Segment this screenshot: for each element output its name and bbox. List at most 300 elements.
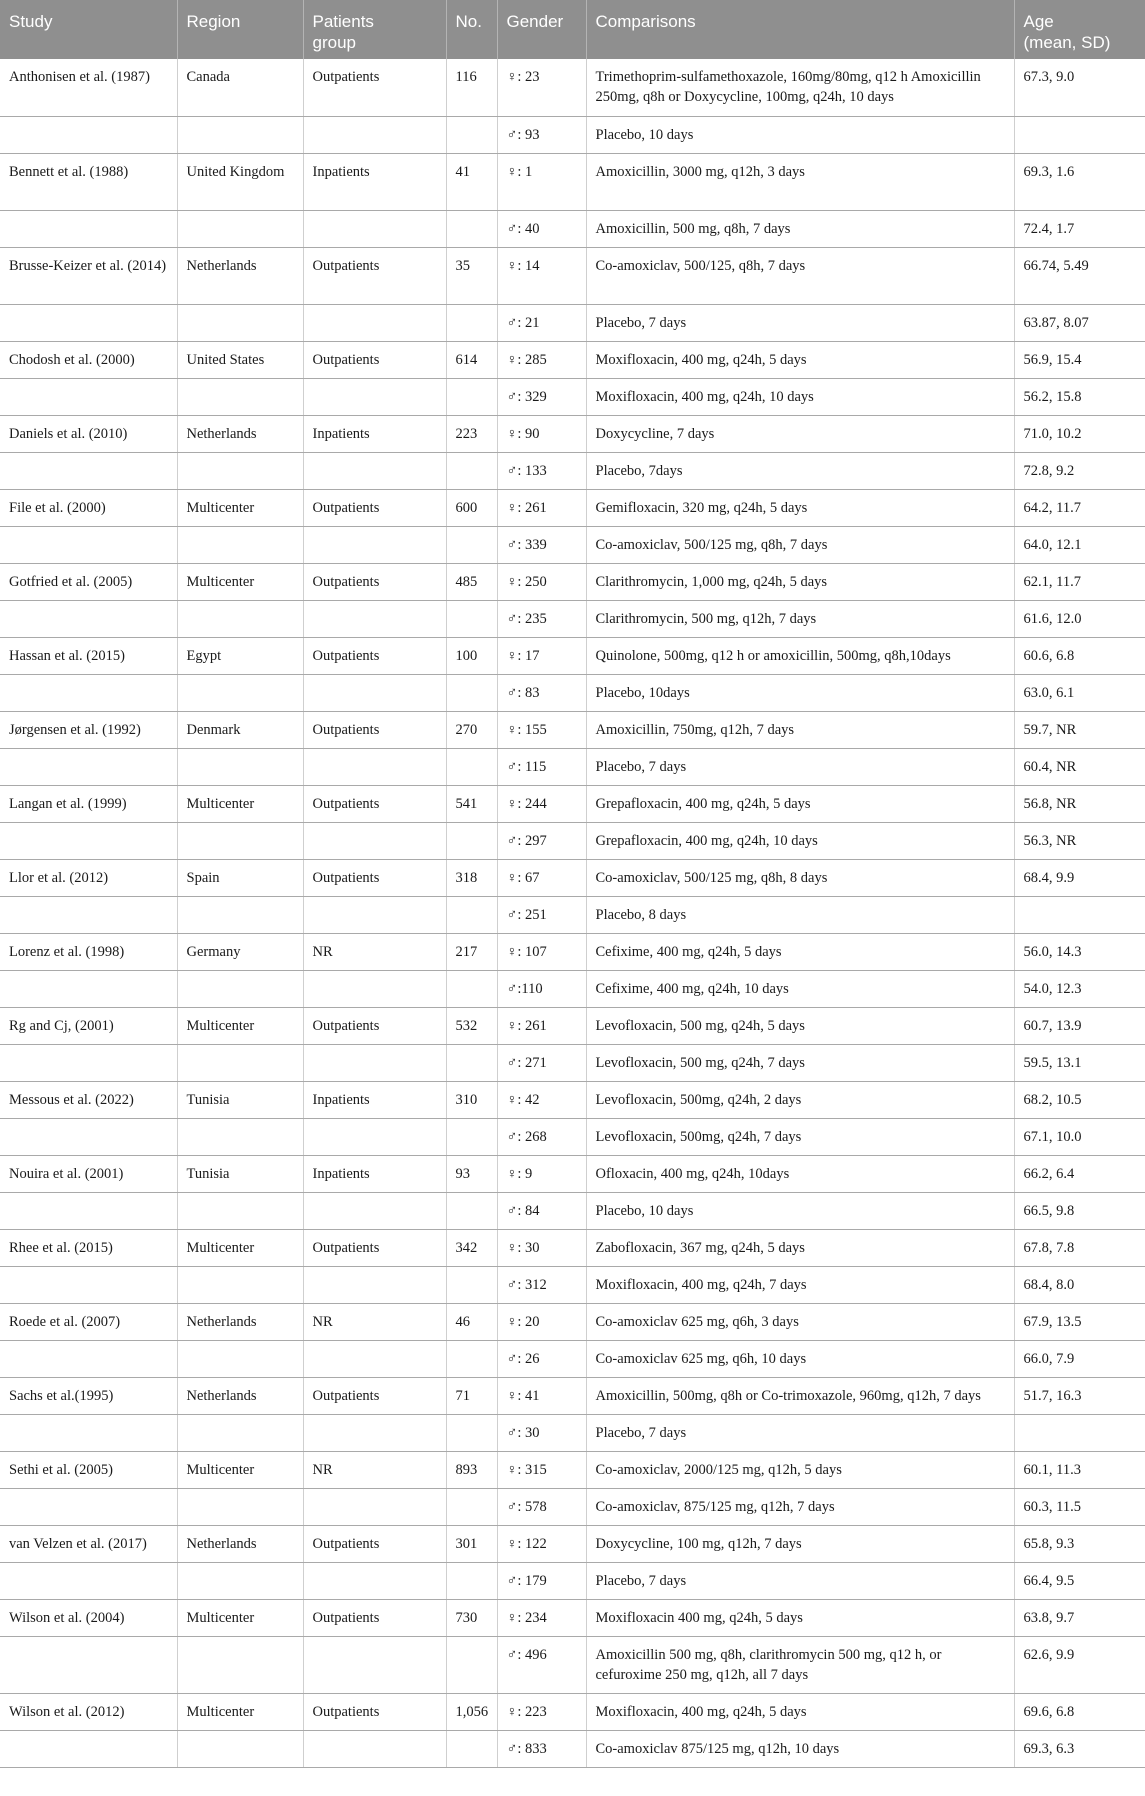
gender-cell: ♂: 329 (497, 378, 586, 415)
region-cell: Multicenter (177, 785, 303, 822)
study-cell (0, 116, 177, 153)
study-cell (0, 210, 177, 247)
gender-cell: ♂: 235 (497, 600, 586, 637)
region-cell: Multicenter (177, 1229, 303, 1266)
comparisons-cell: Placebo, 7 days (586, 1414, 1014, 1451)
patients-group-cell (303, 452, 446, 489)
table-row (0, 785, 1145, 822)
table-row (0, 711, 1145, 748)
number-cell: 342 (446, 1229, 497, 1266)
number-cell: 1,056 (446, 1693, 497, 1730)
age-cell: 67.8, 7.8 (1014, 1229, 1145, 1266)
gender-cell: ♀: 90 (497, 415, 586, 452)
age-cell: 61.6, 12.0 (1014, 600, 1145, 637)
age-cell: 60.6, 6.8 (1014, 637, 1145, 674)
number-cell (446, 1340, 497, 1377)
age-cell: 60.1, 11.3 (1014, 1451, 1145, 1488)
study-cell: Nouira et al. (2001) (0, 1155, 177, 1192)
region-cell: United Kingdom (177, 153, 303, 210)
header-text: No. (455, 12, 482, 31)
table-row (0, 896, 1145, 933)
comparisons-cell: Clarithromycin, 1,000 mg, q24h, 5 days (586, 563, 1014, 600)
table-row (0, 674, 1145, 711)
region-cell (177, 1636, 303, 1693)
region-cell (177, 600, 303, 637)
patients-group-cell: Outpatients (303, 1007, 446, 1044)
number-cell: 600 (446, 489, 497, 526)
age-cell: 60.4, NR (1014, 748, 1145, 785)
table-row (0, 1007, 1145, 1044)
region-cell: Netherlands (177, 415, 303, 452)
comparisons-cell: Amoxicillin, 3000 mg, q12h, 3 days (586, 153, 1014, 210)
number-cell: 116 (446, 59, 497, 116)
age-cell: 63.87, 8.07 (1014, 304, 1145, 341)
region-cell: Netherlands (177, 247, 303, 304)
patients-group-cell: Outpatients (303, 711, 446, 748)
study-cell: Messous et al. (2022) (0, 1081, 177, 1118)
number-cell: 318 (446, 859, 497, 896)
region-cell (177, 896, 303, 933)
age-cell: 59.5, 13.1 (1014, 1044, 1145, 1081)
study-cell (0, 1044, 177, 1081)
study-cell (0, 378, 177, 415)
comparisons-cell: Placebo, 10 days (586, 116, 1014, 153)
study-cell (0, 1340, 177, 1377)
age-cell: 63.0, 6.1 (1014, 674, 1145, 711)
patients-group-cell: Outpatients (303, 563, 446, 600)
comparisons-cell: Placebo, 7 days (586, 748, 1014, 785)
comparisons-cell: Ofloxacin, 400 mg, q24h, 10days (586, 1155, 1014, 1192)
gender-cell: ♀: 122 (497, 1525, 586, 1562)
table-row (0, 637, 1145, 674)
gender-cell: ♀: 20 (497, 1303, 586, 1340)
number-cell: 223 (446, 415, 497, 452)
region-cell (177, 1118, 303, 1155)
number-cell (446, 822, 497, 859)
comparisons-cell: Placebo, 7days (586, 452, 1014, 489)
table-row (0, 1229, 1145, 1266)
region-cell (177, 210, 303, 247)
patients-group-cell (303, 896, 446, 933)
gender-cell: ♂: 251 (497, 896, 586, 933)
number-cell: 301 (446, 1525, 497, 1562)
age-cell: 60.3, 11.5 (1014, 1488, 1145, 1525)
gender-cell: ♀: 9 (497, 1155, 586, 1192)
age-cell: 69.6, 6.8 (1014, 1693, 1145, 1730)
header-region (177, 0, 303, 59)
patients-group-cell: Outpatients (303, 341, 446, 378)
gender-cell: ♂: 21 (497, 304, 586, 341)
number-cell (446, 600, 497, 637)
gender-cell: ♂: 115 (497, 748, 586, 785)
study-cell: Hassan et al. (2015) (0, 637, 177, 674)
patients-group-cell: Outpatients (303, 1229, 446, 1266)
study-cell: Daniels et al. (2010) (0, 415, 177, 452)
age-cell: 69.3, 6.3 (1014, 1730, 1145, 1767)
study-cell (0, 1562, 177, 1599)
table-row (0, 1525, 1145, 1562)
table-row (0, 933, 1145, 970)
study-cell: Chodosh et al. (2000) (0, 341, 177, 378)
number-cell: 485 (446, 563, 497, 600)
study-cell: Brusse-Keizer et al. (2014) (0, 247, 177, 304)
region-cell: Egypt (177, 637, 303, 674)
gender-cell: ♀: 244 (497, 785, 586, 822)
study-cell: Lorenz et al. (1998) (0, 933, 177, 970)
region-cell: Multicenter (177, 1007, 303, 1044)
comparisons-cell: Moxifloxacin, 400 mg, q24h, 5 days (586, 341, 1014, 378)
comparisons-cell: Co-amoxiclav, 875/125 mg, q12h, 7 days (586, 1488, 1014, 1525)
gender-cell: ♀: 250 (497, 563, 586, 600)
comparisons-cell: Co-amoxiclav, 500/125, q8h, 7 days (586, 247, 1014, 304)
comparisons-cell: Co-amoxiclav 875/125 mg, q12h, 10 days (586, 1730, 1014, 1767)
patients-group-cell: Outpatients (303, 59, 446, 116)
age-cell: 60.7, 13.9 (1014, 1007, 1145, 1044)
comparisons-cell: Placebo, 7 days (586, 1562, 1014, 1599)
table-row (0, 1562, 1145, 1599)
age-cell: 69.3, 1.6 (1014, 153, 1145, 210)
patients-group-cell: Outpatients (303, 1525, 446, 1562)
number-cell: 270 (446, 711, 497, 748)
age-cell: 56.8, NR (1014, 785, 1145, 822)
age-cell: 72.8, 9.2 (1014, 452, 1145, 489)
number-cell (446, 896, 497, 933)
table-row (0, 210, 1145, 247)
region-cell: Tunisia (177, 1081, 303, 1118)
region-cell (177, 674, 303, 711)
region-cell (177, 1730, 303, 1767)
region-cell (177, 1192, 303, 1229)
patients-group-cell (303, 1562, 446, 1599)
number-cell: 71 (446, 1377, 497, 1414)
patients-group-cell: Outpatients (303, 247, 446, 304)
number-cell (446, 1488, 497, 1525)
study-cell: Anthonisen et al. (1987) (0, 59, 177, 116)
study-cell: Roede et al. (2007) (0, 1303, 177, 1340)
region-cell: Multicenter (177, 1693, 303, 1730)
patients-group-cell: NR (303, 933, 446, 970)
patients-group-cell (303, 526, 446, 563)
table-row (0, 415, 1145, 452)
table-row (0, 304, 1145, 341)
table-row (0, 116, 1145, 153)
gender-cell: ♀: 223 (497, 1693, 586, 1730)
number-cell: 614 (446, 341, 497, 378)
age-cell: 64.0, 12.1 (1014, 526, 1145, 563)
study-cell (0, 1488, 177, 1525)
patients-group-cell (303, 1044, 446, 1081)
study-cell (0, 1414, 177, 1451)
table-row (0, 1636, 1145, 1693)
age-cell: 68.4, 8.0 (1014, 1266, 1145, 1303)
comparisons-cell: Quinolone, 500mg, q12 h or amoxicillin, 500mg, q8h,10days (586, 637, 1014, 674)
region-cell: Multicenter (177, 563, 303, 600)
region-cell (177, 970, 303, 1007)
gender-cell: ♀: 155 (497, 711, 586, 748)
study-cell (0, 1636, 177, 1693)
region-cell (177, 1414, 303, 1451)
study-cell: Gotfried et al. (2005) (0, 563, 177, 600)
study-cell: Sachs et al.(1995) (0, 1377, 177, 1414)
patients-group-cell: Outpatients (303, 1599, 446, 1636)
region-cell: Denmark (177, 711, 303, 748)
table-row (0, 1266, 1145, 1303)
table-row (0, 1451, 1145, 1488)
age-cell: 62.6, 9.9 (1014, 1636, 1145, 1693)
patients-group-cell: Inpatients (303, 153, 446, 210)
table-row (0, 452, 1145, 489)
table-row (0, 341, 1145, 378)
patients-group-cell: Inpatients (303, 415, 446, 452)
region-cell: Netherlands (177, 1525, 303, 1562)
number-cell: 893 (446, 1451, 497, 1488)
age-cell: 54.0, 12.3 (1014, 970, 1145, 1007)
table-row (0, 1693, 1145, 1730)
age-cell: 66.0, 7.9 (1014, 1340, 1145, 1377)
gender-cell: ♂: 93 (497, 116, 586, 153)
study-cell (0, 748, 177, 785)
header-text: Age (1023, 12, 1054, 31)
study-cell: Wilson et al. (2004) (0, 1599, 177, 1636)
region-cell (177, 1488, 303, 1525)
patients-group-cell: Outpatients (303, 859, 446, 896)
patients-group-cell (303, 748, 446, 785)
gender-cell: ♂: 496 (497, 1636, 586, 1693)
comparisons-cell: Amoxicillin, 500mg, q8h or Co-trimoxazole, 960mg, q12h, 7 days (586, 1377, 1014, 1414)
number-cell (446, 748, 497, 785)
number-cell (446, 1636, 497, 1693)
header-patients-group (303, 0, 446, 59)
study-cell (0, 1730, 177, 1767)
patients-group-cell (303, 822, 446, 859)
table-row (0, 1488, 1145, 1525)
gender-cell: ♂:110 (497, 970, 586, 1007)
gender-cell: ♀: 14 (497, 247, 586, 304)
comparisons-cell: Levofloxacin, 500 mg, q24h, 7 days (586, 1044, 1014, 1081)
table-row (0, 526, 1145, 563)
number-cell (446, 116, 497, 153)
number-cell: 100 (446, 637, 497, 674)
age-cell (1014, 1414, 1145, 1451)
patients-group-cell (303, 1192, 446, 1229)
study-cell: Wilson et al. (2012) (0, 1693, 177, 1730)
age-cell: 56.2, 15.8 (1014, 378, 1145, 415)
patients-group-cell: Inpatients (303, 1081, 446, 1118)
study-cell (0, 304, 177, 341)
gender-cell: ♀: 23 (497, 59, 586, 116)
table-row (0, 378, 1145, 415)
header-comparisons (586, 0, 1014, 59)
patients-group-cell (303, 970, 446, 1007)
table-row (0, 600, 1145, 637)
table-row (0, 1155, 1145, 1192)
header-text: Study (9, 12, 53, 31)
age-cell: 68.2, 10.5 (1014, 1081, 1145, 1118)
comparisons-cell: Co-amoxiclav, 500/125 mg, q8h, 8 days (586, 859, 1014, 896)
study-cell: Llor et al. (2012) (0, 859, 177, 896)
study-cell: Sethi et al. (2005) (0, 1451, 177, 1488)
comparisons-cell: Moxifloxacin, 400 mg, q24h, 5 days (586, 1693, 1014, 1730)
age-cell: 67.1, 10.0 (1014, 1118, 1145, 1155)
number-cell (446, 304, 497, 341)
study-cell (0, 674, 177, 711)
gender-cell: ♀: 30 (497, 1229, 586, 1266)
table-row (0, 1730, 1145, 1767)
study-cell (0, 822, 177, 859)
patients-group-cell: Outpatients (303, 785, 446, 822)
number-cell (446, 526, 497, 563)
header-number (446, 0, 497, 59)
comparisons-cell: Cefixime, 400 mg, q24h, 5 days (586, 933, 1014, 970)
comparisons-cell: Cefixime, 400 mg, q24h, 10 days (586, 970, 1014, 1007)
number-cell (446, 1044, 497, 1081)
study-cell (0, 600, 177, 637)
comparisons-cell: Placebo, 7 days (586, 304, 1014, 341)
age-cell: 64.2, 11.7 (1014, 489, 1145, 526)
gender-cell: ♂: 339 (497, 526, 586, 563)
comparisons-cell: Levofloxacin, 500mg, q24h, 2 days (586, 1081, 1014, 1118)
table-row (0, 247, 1145, 304)
gender-cell: ♀: 42 (497, 1081, 586, 1118)
gender-cell: ♂: 83 (497, 674, 586, 711)
region-cell (177, 1266, 303, 1303)
number-cell (446, 1192, 497, 1229)
comparisons-cell: Amoxicillin, 750mg, q12h, 7 days (586, 711, 1014, 748)
comparisons-cell: Moxifloxacin 400 mg, q24h, 5 days (586, 1599, 1014, 1636)
gender-cell: ♀: 41 (497, 1377, 586, 1414)
number-cell: 310 (446, 1081, 497, 1118)
comparisons-cell: Grepafloxacin, 400 mg, q24h, 10 days (586, 822, 1014, 859)
gender-cell: ♀: 261 (497, 489, 586, 526)
number-cell (446, 674, 497, 711)
number-cell (446, 1414, 497, 1451)
age-cell: 67.9, 13.5 (1014, 1303, 1145, 1340)
header-text: Patients (312, 12, 374, 31)
comparisons-cell: Placebo, 10 days (586, 1192, 1014, 1229)
age-cell: 68.4, 9.9 (1014, 859, 1145, 896)
age-cell: 66.74, 5.49 (1014, 247, 1145, 304)
gender-cell: ♀: 67 (497, 859, 586, 896)
patients-group-cell: Outpatients (303, 489, 446, 526)
comparisons-cell: Levofloxacin, 500mg, q24h, 7 days (586, 1118, 1014, 1155)
table-row (0, 1118, 1145, 1155)
region-cell (177, 304, 303, 341)
table-row (0, 1081, 1145, 1118)
patients-group-cell: NR (303, 1451, 446, 1488)
age-cell: 56.0, 14.3 (1014, 933, 1145, 970)
age-cell: 72.4, 1.7 (1014, 210, 1145, 247)
table-row (0, 859, 1145, 896)
gender-cell: ♂: 268 (497, 1118, 586, 1155)
number-cell: 46 (446, 1303, 497, 1340)
patients-group-cell (303, 378, 446, 415)
header-text: Comparisons (595, 12, 696, 31)
region-cell (177, 378, 303, 415)
comparisons-cell: Grepafloxacin, 400 mg, q24h, 5 days (586, 785, 1014, 822)
header-text: Region (186, 12, 241, 31)
patients-group-cell: NR (303, 1303, 446, 1340)
table-row (0, 970, 1145, 1007)
table-row (0, 59, 1145, 116)
comparisons-cell: Zabofloxacin, 367 mg, q24h, 5 days (586, 1229, 1014, 1266)
patients-group-cell (303, 1730, 446, 1767)
gender-cell: ♂: 297 (497, 822, 586, 859)
comparisons-cell: Co-amoxiclav 625 mg, q6h, 3 days (586, 1303, 1014, 1340)
comparisons-cell: Moxifloxacin, 400 mg, q24h, 10 days (586, 378, 1014, 415)
region-cell (177, 1044, 303, 1081)
comparisons-cell: Co-amoxiclav 625 mg, q6h, 10 days (586, 1340, 1014, 1377)
number-cell: 730 (446, 1599, 497, 1636)
gender-cell: ♀: 261 (497, 1007, 586, 1044)
header-age (1014, 0, 1145, 59)
study-cell: Rg and Cj, (2001) (0, 1007, 177, 1044)
patients-group-cell (303, 116, 446, 153)
patients-group-cell (303, 1636, 446, 1693)
patients-group-cell (303, 210, 446, 247)
patients-group-cell (303, 674, 446, 711)
study-cell: Langan et al. (1999) (0, 785, 177, 822)
comparisons-cell: Doxycycline, 7 days (586, 415, 1014, 452)
study-cell (0, 1192, 177, 1229)
comparisons-cell: Levofloxacin, 500 mg, q24h, 5 days (586, 1007, 1014, 1044)
number-cell (446, 1730, 497, 1767)
study-cell: van Velzen et al. (2017) (0, 1525, 177, 1562)
study-cell: Bennett et al. (1988) (0, 153, 177, 210)
gender-cell: ♂: 578 (497, 1488, 586, 1525)
region-cell: Canada (177, 59, 303, 116)
gender-cell: ♂: 84 (497, 1192, 586, 1229)
age-cell (1014, 116, 1145, 153)
header-text: Gender (506, 12, 564, 31)
header-gender (497, 0, 586, 59)
patients-group-cell: Inpatients (303, 1155, 446, 1192)
gender-cell: ♂: 179 (497, 1562, 586, 1599)
comparisons-cell: Doxycycline, 100 mg, q12h, 7 days (586, 1525, 1014, 1562)
study-cell: Jørgensen et al. (1992) (0, 711, 177, 748)
age-cell: 59.7, NR (1014, 711, 1145, 748)
patients-group-cell (303, 1266, 446, 1303)
number-cell (446, 452, 497, 489)
gender-cell: ♂: 271 (497, 1044, 586, 1081)
number-cell: 532 (446, 1007, 497, 1044)
region-cell (177, 822, 303, 859)
age-cell: 71.0, 10.2 (1014, 415, 1145, 452)
number-cell: 217 (446, 933, 497, 970)
gender-cell: ♂: 26 (497, 1340, 586, 1377)
comparisons-cell: Gemifloxacin, 320 mg, q24h, 5 days (586, 489, 1014, 526)
number-cell: 41 (446, 153, 497, 210)
patients-group-cell (303, 1340, 446, 1377)
comparisons-cell: Placebo, 10days (586, 674, 1014, 711)
age-cell: 65.8, 9.3 (1014, 1525, 1145, 1562)
comparisons-cell: Placebo, 8 days (586, 896, 1014, 933)
patients-group-cell (303, 1118, 446, 1155)
number-cell: 541 (446, 785, 497, 822)
header-text: (mean, SD) (1023, 33, 1111, 52)
table-row (0, 1414, 1145, 1451)
patients-group-cell: Outpatients (303, 637, 446, 674)
table-row (0, 1044, 1145, 1081)
number-cell (446, 1266, 497, 1303)
region-cell (177, 452, 303, 489)
gender-cell: ♀: 1 (497, 153, 586, 210)
table-row (0, 1192, 1145, 1229)
region-cell: Tunisia (177, 1155, 303, 1192)
age-cell: 66.5, 9.8 (1014, 1192, 1145, 1229)
table-row (0, 748, 1145, 785)
number-cell (446, 1118, 497, 1155)
region-cell: United States (177, 341, 303, 378)
